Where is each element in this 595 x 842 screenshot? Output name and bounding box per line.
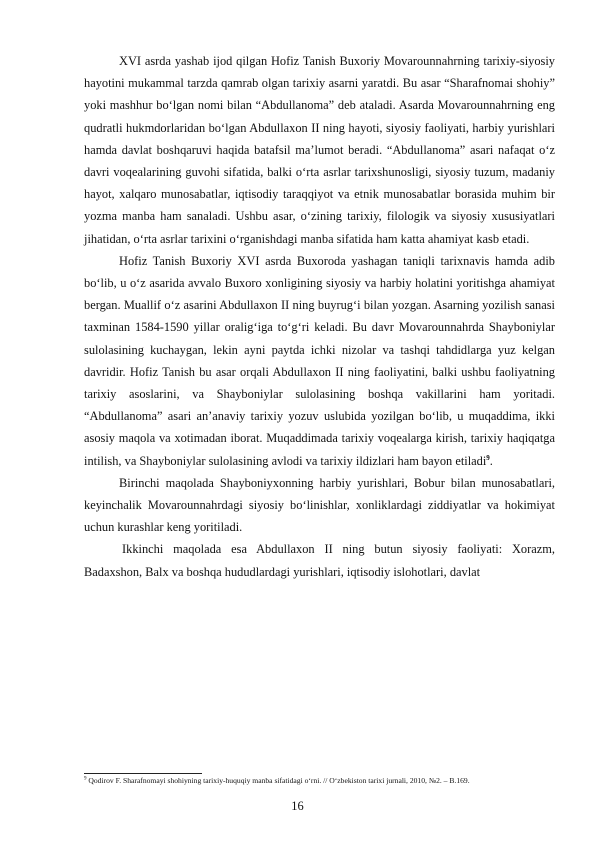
document-body	[84, 50, 555, 583]
footnote-text: Qodirov F. Sharafnomayi shohiyning tarixiy-huquqiy manba sifatidagi o‘rni. // O‘zbekiston tarixi jurnali, 2010, №2. – B.169.	[86, 776, 470, 785]
page-number: 16	[291, 799, 304, 813]
paragraph-2-end: .	[489, 453, 493, 468]
paragraph-1: XVI asrda yashab ijod qilgan Hofiz Tanish Buxoriy Movarounnahrning tarixiy-siyosiy hayotini mukammal tarzda qamrab olgan tarixiy asarni yaratdi. Bu asar “Sharafnomai shohiy” yoki mashhur bo‘lgan nomi bilan “Abdullanoma” deb ataladi. Asarda Movarounnahrning eng qudratli hukmdorlaridan bo‘lgan Abdullaxon II ning hayoti, siyosiy faoliyati, harbiy yurishlari hamda davlat boshqaruvi haqida batafsil ma’lumot beradi. “Abdullanoma” asari nafaqat o‘z davri voqealarining guvohi sifatida, balki o‘rta asrlar tarixshunosligi, siyosiy tuzum, madaniy hayot, xalqaro munosabatlar, iqtisodiy taraqqiyot va etnik munosabatlar borasida muhim bir yozma manba ham sanaladi. Ushbu asar, o‘zining tarixiy, filologik va siyosiy xususiyatlari jihatidan, o‘rta asrlar tarixini o‘rganishdagi manba sifatida ham katta ahamiyat kasb etadi.	[84, 54, 555, 246]
footnote	[84, 776, 524, 786]
paragraph-4: Ikkinchi maqolada esa Abdullaxon II ning butun siyosiy faoliyati: Xorazm, Badaxshon, Balx va boshqa hududlardagi yurishlari, iqtisodiy islohotlari, davlat	[84, 542, 555, 579]
paragraph-2	[84, 250, 555, 472]
footnote-marker: 9	[84, 776, 87, 782]
paragraph-3: Birinchi maqolada Shayboniyxonning harbiy yurishlari, Bobur bilan munosabatlari, keyinchalik Movarounnahrdagi siyosiy bo‘linishlar, xonliklardagi ziddiyatlar va hokimiyat uchun kurashlar keng yoritiladi.	[84, 475, 555, 535]
footnote-separator	[84, 773, 202, 774]
paragraph-2-text: Hofiz Tanish Buxoriy XVI asrda Buxoroda yashagan taniqli tarixnavis hamda adib bo‘lib, u o‘z asarida avvalo Buxoro xonligining siyosiy va harbiy holatini yoritishga ahamiyat bergan. Muallif o‘z asarini Abdullaxon II ning buyrug‘i bilan yozgan. Asarning yozilish sanasi taxminan 1584-1590 yillar oralig‘iga to‘g‘ri keladi. Bu davr Movarounnahrda Shayboniylar sulolasining kuchaygan, lekin ayni paytda ichki nizolar va tashqi tahdidlarga yuz kelgan davridir. Hofiz Tanish bu asar orqali Abdullaxon II ning faoliyatini, balki ushbu faoliyatning tarixiy asoslarini, va Shayboniylar sulolasining boshqa vakillarini ham yoritadi. “Abdullanoma” asari an’anaviy tarixiy yozuv uslubida yozilgan bo‘lib, u muqaddima, ikki asosiy maqola va xotimadan iborat. Muqaddimada tarixiy voqealarga kirish, tarixiy haqiqatga intilish, va Shayboniylar sulolasining avlodi va tarixiy ildizlari ham bayon etiladi	[84, 253, 555, 468]
footnote-reference: 9	[486, 453, 490, 462]
